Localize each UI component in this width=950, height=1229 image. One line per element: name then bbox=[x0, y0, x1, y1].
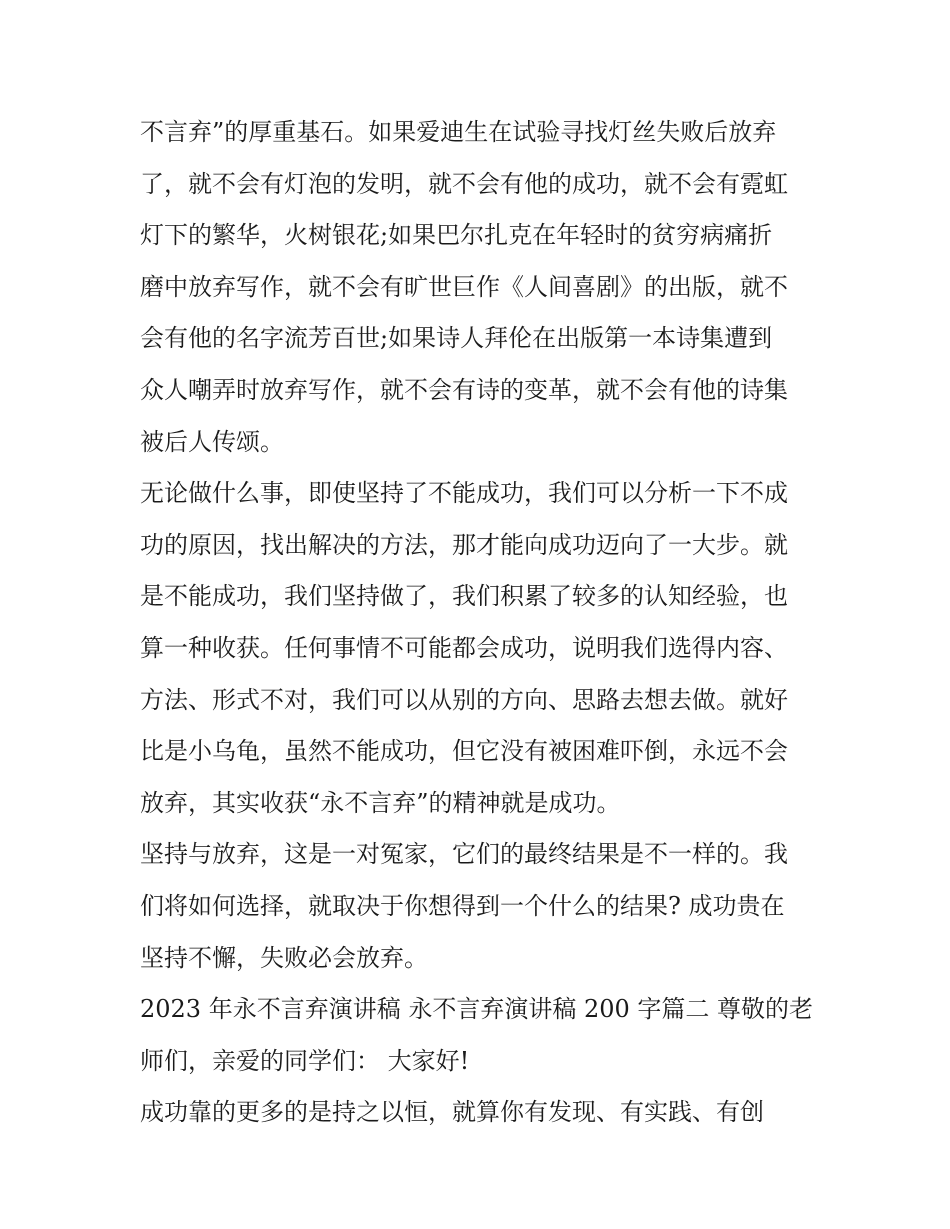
text-line: 了，就不会有灯泡的发明，就不会有他的成功，就不会有霓虹 bbox=[140, 169, 788, 198]
text-line: 放弃，其实收获“永不言弃”的精神就是成功。 bbox=[140, 788, 621, 817]
text-line: 众人嘲弄时放弃写作，就不会有诗的变革，就不会有他的诗集 bbox=[140, 375, 788, 404]
text-line: 会有他的名字流芳百世;如果诗人拜伦在出版第一本诗集遭到 bbox=[140, 324, 773, 353]
text-line: 功的原因，找出解决的方法，那才能向成功迈向了一大步。就 bbox=[140, 530, 788, 559]
text-line: 们将如何选择，就取决于你想得到一个什么的结果? 成功贵在 bbox=[140, 891, 785, 920]
text-line: 成功靠的更多的是持之以恒，就算你有发现、有实践、有创 bbox=[140, 1098, 764, 1127]
text-line: 被后人传颂。 bbox=[140, 427, 284, 456]
text-line: 灯下的繁华，火树银花;如果巴尔扎克在年轻时的贫穷病痛折 bbox=[140, 221, 773, 250]
text-line: 坚持不懈，失败必会放弃。 bbox=[140, 943, 428, 972]
text-line: 2023 年永不言弃演讲稿 永不言弃演讲稿 200 字篇二 尊敬的老 bbox=[140, 995, 814, 1024]
text-line: 坚持与放弃，这是一对冤家，它们的最终结果是不一样的。我 bbox=[140, 840, 788, 869]
text-line: 师们，亲爱的同学们： 大家好! bbox=[140, 1046, 470, 1075]
text-line: 方法、形式不对，我们可以从别的方向、思路去想去做。就好 bbox=[140, 685, 788, 714]
body-text bbox=[140, 107, 820, 1139]
text-line: 磨中放弃写作，就不会有旷世巨作《人间喜剧》的出版，就不 bbox=[140, 272, 788, 301]
text-line: 无论做什么事，即使坚持了不能成功，我们可以分析一下不成 bbox=[140, 479, 788, 508]
text-line: 算一种收获。任何事情不可能都会成功，说明我们选得内容、 bbox=[140, 633, 788, 662]
text-line: 是不能成功，我们坚持做了，我们积累了较多的认知经验，也 bbox=[140, 582, 788, 611]
text-line: 不言弃”的厚重基石。如果爱迪生在试验寻找灯丝失败后放弃 bbox=[140, 118, 777, 146]
text-line: 比是小乌龟，虽然不能成功，但它没有被困难吓倒，永远不会 bbox=[140, 737, 788, 766]
